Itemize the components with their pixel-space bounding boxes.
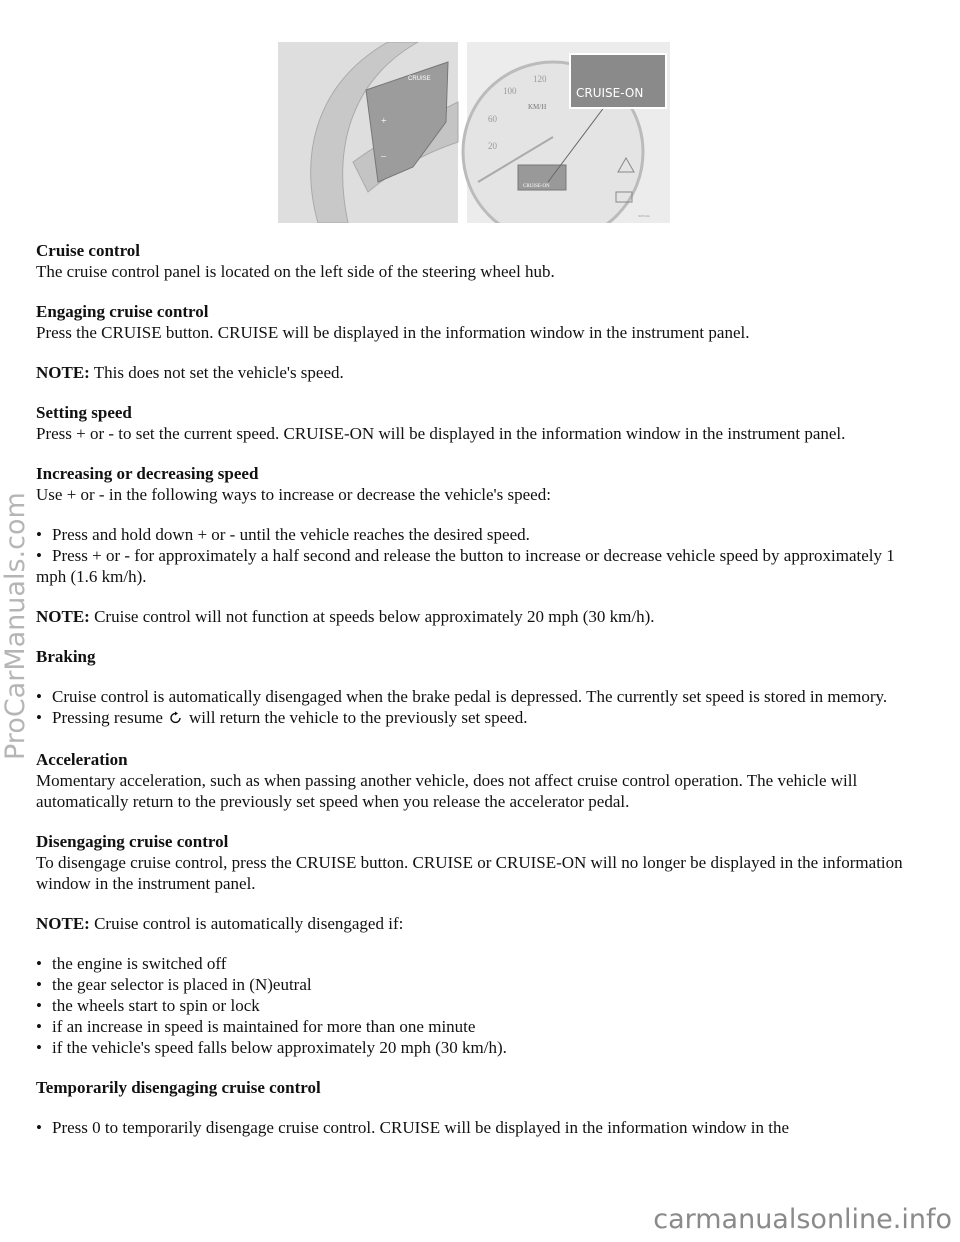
cruise-button-label: CRUISE (408, 76, 431, 82)
section-acceleration (36, 749, 926, 812)
list-item: • the wheels start to spin or lock (36, 995, 926, 1016)
list-item-text: Pressing resume (52, 708, 163, 727)
heading: Setting speed (36, 403, 132, 422)
paragraph: Use + or - in the following ways to increase or decrease the vehicle's speed: (36, 485, 551, 504)
note-label: NOTE: (36, 363, 90, 382)
svg-text:+: + (381, 116, 387, 127)
list-item: • Cruise control is automatically disengaged when the brake pedal is depressed. The currently set speed is stored in memory. (36, 686, 926, 707)
note-speed (36, 362, 926, 383)
document-body (36, 240, 926, 1157)
speedo-tick: 100 (503, 86, 517, 96)
display-callout-text: CRUISE-ON (576, 86, 644, 100)
list-item: • Press and hold down + or - until the vehicle reaches the desired speed. (36, 524, 926, 545)
section-disengaging (36, 831, 926, 894)
speedo-tick: 60 (488, 114, 497, 124)
resume-icon (169, 709, 183, 730)
list-item: • Press 0 to temporarily disengage cruise control. CRUISE will be displayed in the information window in the (36, 1117, 926, 1138)
paragraph: Press + or - to set the current speed. CRUISE-ON will be displayed in the information window in the instrument panel. (36, 424, 846, 443)
note-text: This does not set the vehicle's speed. (89, 363, 344, 382)
section-increasing (36, 463, 926, 587)
section-setting-speed (36, 402, 926, 444)
note-min-speed (36, 606, 926, 627)
watermark-right: carmanualsonline.info (653, 1204, 952, 1235)
heading: Braking (36, 647, 96, 666)
list-item: • if the vehicle's speed falls below approximately 20 mph (30 km/h). (36, 1037, 926, 1058)
section-braking (36, 646, 926, 730)
note-text: Cruise control is automatically disengaged if: (89, 914, 404, 933)
section-engaging (36, 301, 926, 343)
watermark-left: ProCarManuals.com (0, 492, 31, 760)
note-auto-disengage (36, 913, 926, 1058)
cruise-control-illustration (278, 42, 670, 223)
heading: Disengaging cruise control (36, 832, 229, 851)
section-temporarily (36, 1077, 926, 1138)
list-item: • the gear selector is placed in (N)eutral (36, 974, 926, 995)
list-item: • the engine is switched off (36, 953, 926, 974)
list-item (36, 707, 926, 730)
heading: Engaging cruise control (36, 302, 209, 321)
note-label: NOTE: (36, 607, 90, 626)
heading: Increasing or decreasing speed (36, 464, 259, 483)
note-label: NOTE: (36, 914, 90, 933)
small-display-text: CRUISE-ON (523, 184, 550, 189)
paragraph: Press the CRUISE button. CRUISE will be displayed in the information window in the instrument panel. (36, 323, 750, 342)
paragraph: Momentary acceleration, such as when passing another vehicle, does not affect cruise control operation. The vehicle will automatically return to the previously set speed when you release the accelerator pedal. (36, 771, 858, 811)
heading: Cruise control (36, 241, 141, 260)
paragraph: The cruise control panel is located on the left side of the steering wheel hub. (36, 262, 555, 281)
list-item: • if an increase in speed is maintained for more than one minute (36, 1016, 926, 1037)
svg-text:–: – (381, 151, 386, 162)
speedo-tick: 120 (533, 74, 547, 84)
section-cruise-control (36, 240, 926, 282)
list-item: • Press + or - for approximately a half second and release the button to increase or decrease vehicle speed by approximately 1 mph (1.6 km/h). (36, 545, 926, 587)
paragraph: To disengage cruise control, press the CRUISE button. CRUISE or CRUISE-ON will no longer be displayed in the information window in the instrument panel. (36, 853, 903, 893)
heading: Temporarily disengaging cruise control (36, 1078, 321, 1097)
speed-unit: KM/H (528, 103, 547, 111)
heading: Acceleration (36, 750, 128, 769)
image-code: 3605549e (638, 214, 650, 218)
speedo-tick: 20 (488, 141, 497, 151)
list-item-text: will return the vehicle to the previously set speed. (188, 708, 528, 727)
note-text: Cruise control will not function at speeds below approximately 20 mph (30 km/h). (89, 607, 655, 626)
